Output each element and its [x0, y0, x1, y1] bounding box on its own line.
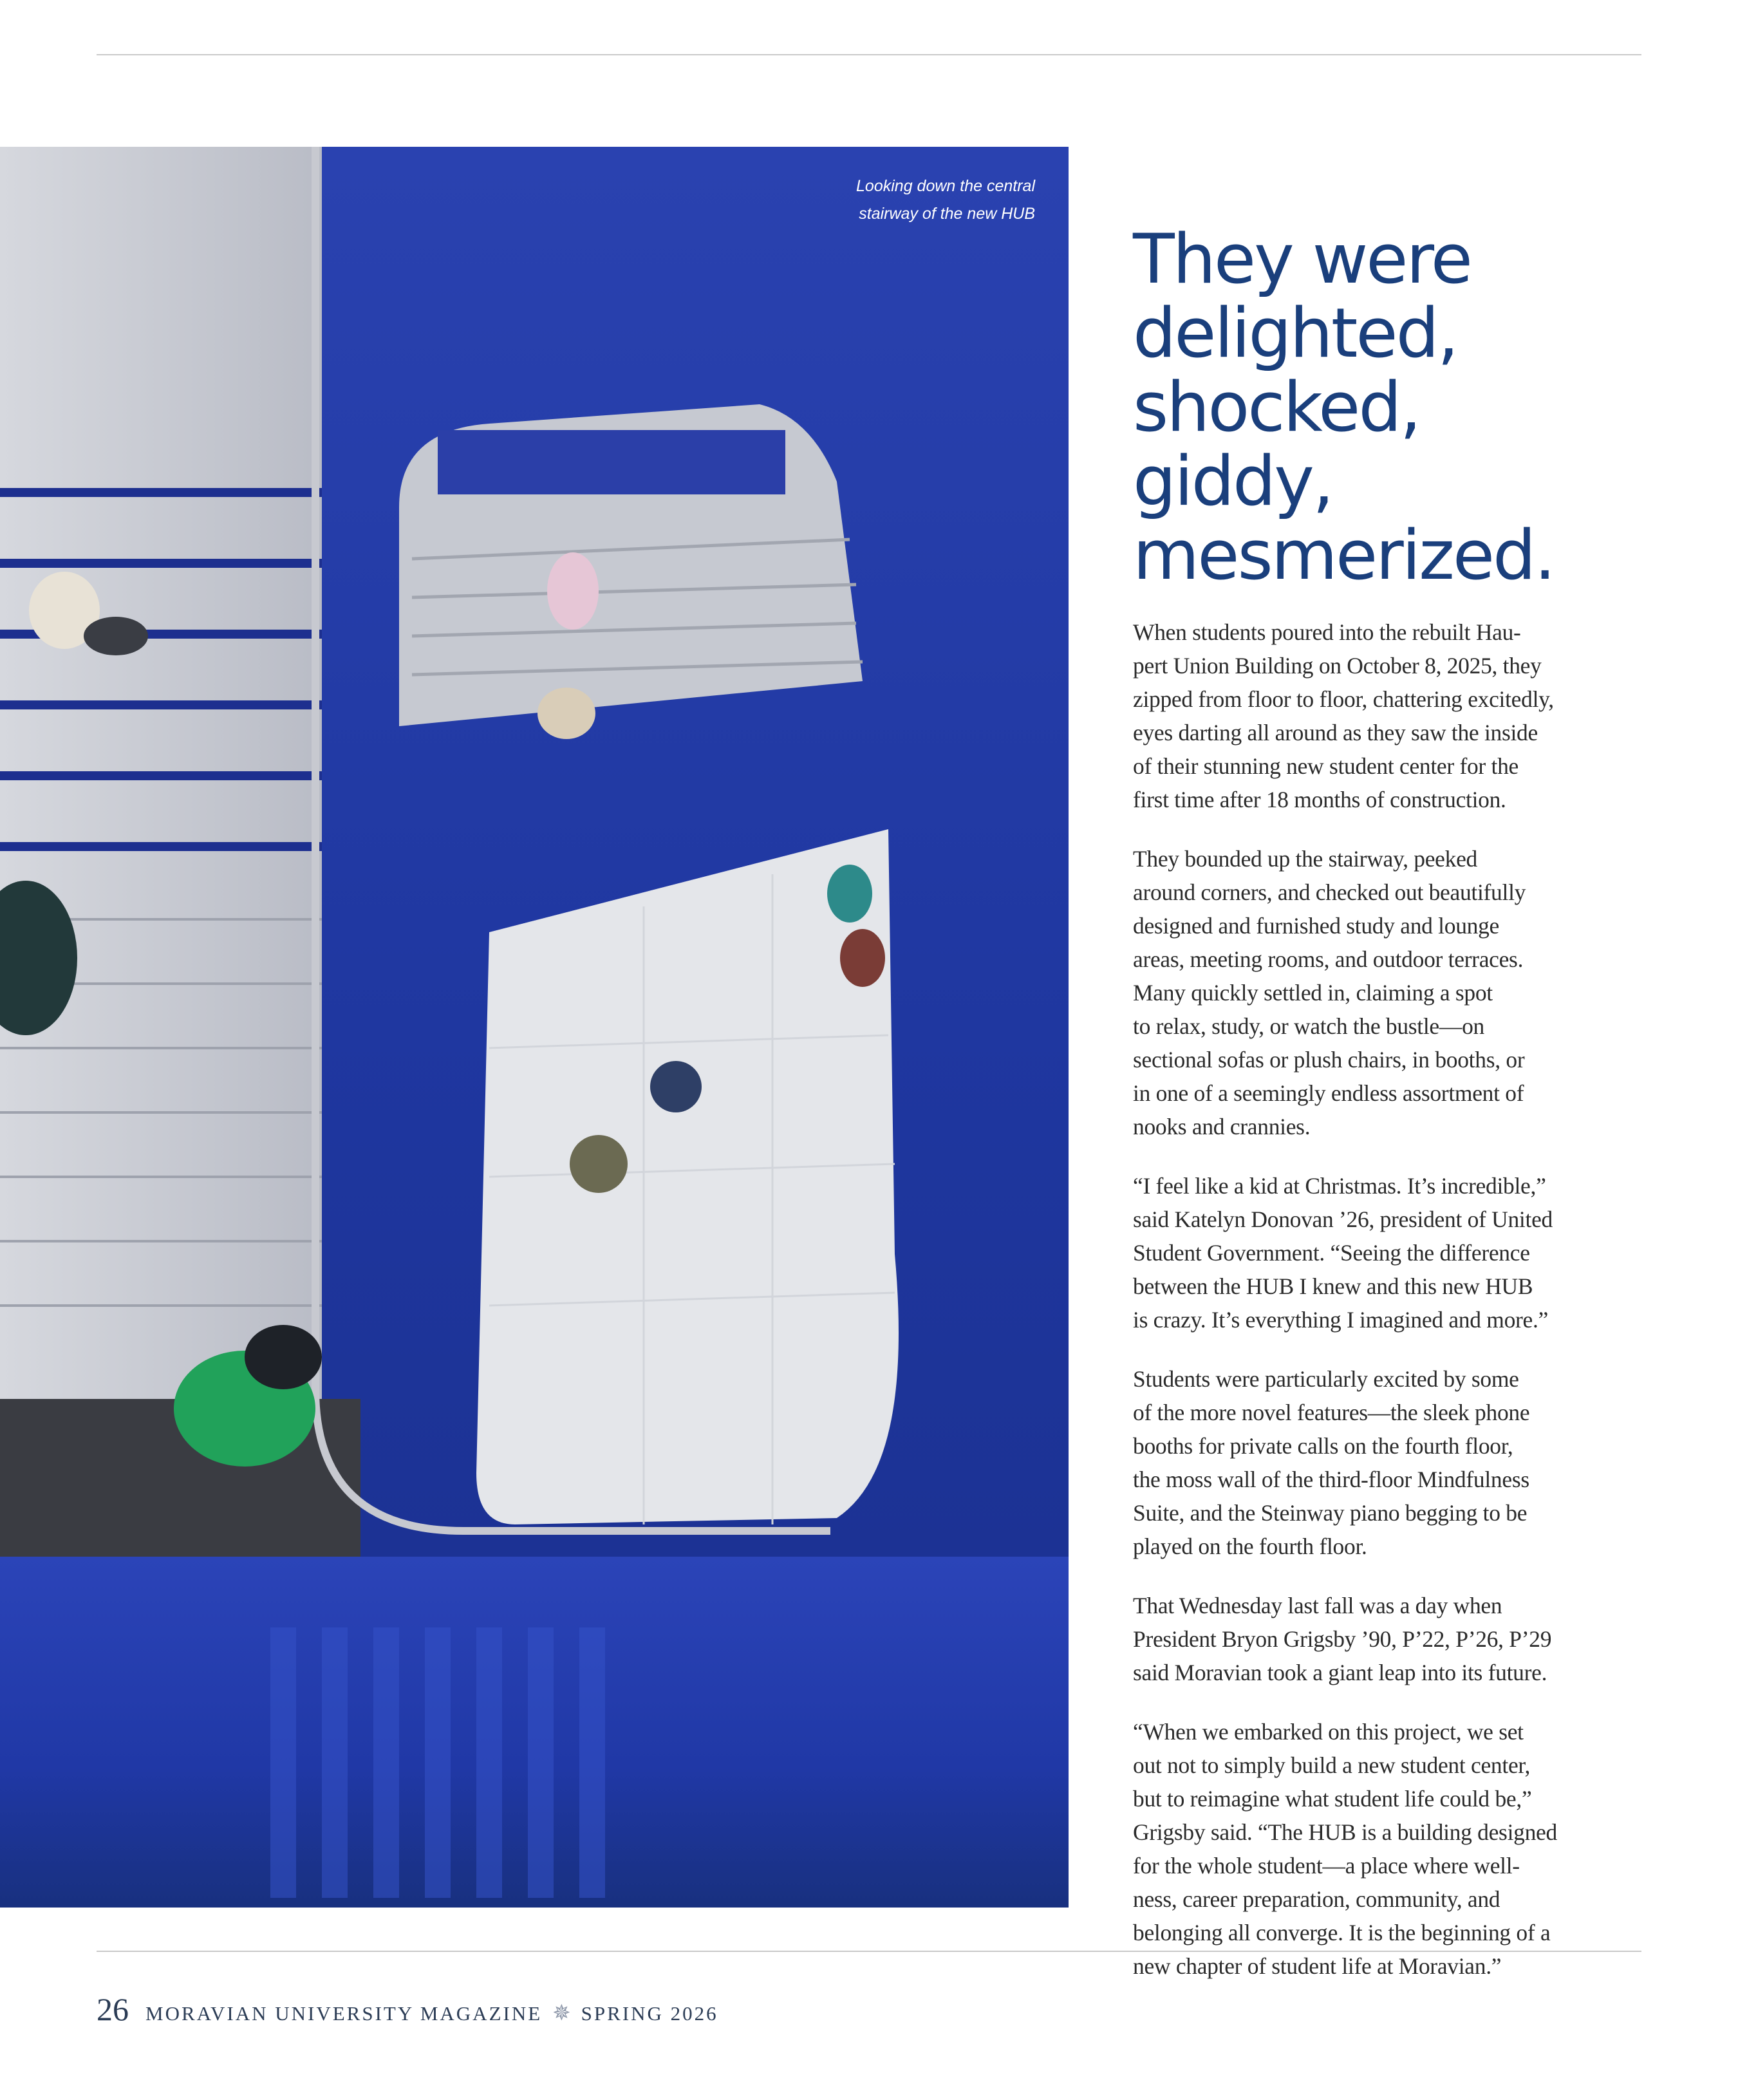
text-line: designed and furnished study and lounge — [1133, 913, 1500, 939]
text-line: Student Government. “Seeing the difference — [1133, 1240, 1530, 1266]
text-line: of their stunning new student center for the — [1133, 753, 1519, 779]
headline — [1133, 220, 1616, 595]
text-line: nooks and crannies. — [1133, 1114, 1311, 1139]
text-line: Grigsby said. “The HUB is a building designed — [1133, 1819, 1557, 1845]
text-line: eyes darting all around as they saw the inside — [1133, 720, 1538, 745]
text-line: around corners, and checked out beautifully — [1133, 879, 1526, 905]
photo-caption — [700, 173, 1035, 228]
text-line: to relax, study, or watch the bustle—on — [1133, 1013, 1484, 1039]
paragraph-features — [1133, 1362, 1616, 1563]
stairway-photo — [0, 147, 1069, 1908]
text-line: played on the fourth floor. — [1133, 1533, 1367, 1559]
text-line: They bounded up the stairway, peeked — [1133, 846, 1477, 872]
article-body — [1133, 222, 1616, 2009]
publication-name: MORAVIAN UNIVERSITY MAGAZINE — [145, 2002, 543, 2025]
text-line: President Bryon Grigsby ’90, P’22, P’26, P’29 — [1133, 1626, 1552, 1652]
caption-line-2: stairway of the new HUB — [859, 205, 1035, 223]
headline-line: delighted, — [1133, 294, 1457, 373]
text-line: sectional sofas or plush chairs, in booths, or — [1133, 1047, 1525, 1073]
text-line: said Moravian took a giant leap into its future. — [1133, 1660, 1547, 1685]
paragraph-arrival — [1133, 615, 1616, 816]
headline-line: mesmerized. — [1133, 516, 1555, 595]
text-line: the moss wall of the third-floor Mindfulness — [1133, 1467, 1529, 1492]
text-line: “I feel like a kid at Christmas. It’s incredible,” — [1133, 1173, 1546, 1199]
text-line: belonging all converge. It is the beginning of a — [1133, 1920, 1551, 1945]
headline-line: shocked, giddy, — [1133, 368, 1420, 521]
text-line: new chapter of student life at Moravian.” — [1133, 1953, 1502, 1979]
text-line: is crazy. It’s everything I imagined and more.” — [1133, 1307, 1549, 1333]
page-footer — [97, 1991, 718, 2028]
caption-line-1: Looking down the central — [856, 177, 1035, 195]
text-line: between the HUB I knew and this new HUB — [1133, 1273, 1533, 1299]
text-line: of the more novel features—the sleek phone — [1133, 1400, 1530, 1425]
text-line: first time after 18 months of construction. — [1133, 787, 1506, 812]
text-line: for the whole student—a place where well- — [1133, 1853, 1520, 1879]
text-line: in one of a seemingly endless assortment of — [1133, 1080, 1524, 1106]
text-line: booths for private calls on the fourth floor, — [1133, 1433, 1513, 1459]
headline-line: They were — [1133, 220, 1471, 299]
paragraph-quote-donovan — [1133, 1169, 1616, 1336]
text-line: but to reimagine what student life could be,” — [1133, 1786, 1532, 1812]
text-line: “When we embarked on this project, we set — [1133, 1719, 1524, 1745]
text-line: pert Union Building on October 8, 2025, they — [1133, 653, 1542, 679]
text-line: areas, meeting rooms, and outdoor terraces. — [1133, 946, 1524, 972]
page-number: 26 — [97, 1991, 129, 2027]
paragraph-exploring — [1133, 842, 1616, 1143]
paragraph-president — [1133, 1589, 1616, 1689]
text-line: That Wednesday last fall was a day when — [1133, 1593, 1502, 1618]
text-line: zipped from floor to floor, chattering excitedly, — [1133, 686, 1554, 712]
stairway-illustration — [0, 147, 1069, 1908]
text-line: Students were particularly excited by some — [1133, 1366, 1519, 1392]
text-line: said Katelyn Donovan ’26, president of United — [1133, 1206, 1553, 1232]
paragraph-quote-grigsby — [1133, 1715, 1616, 1983]
top-rule — [97, 54, 1641, 55]
text-line: When students poured into the rebuilt Hau- — [1133, 619, 1521, 645]
text-line: Suite, and the Steinway piano begging to be — [1133, 1500, 1528, 1526]
text-line: ness, career preparation, community, and — [1133, 1886, 1500, 1912]
issue-label: SPRING 2026 — [581, 2002, 718, 2025]
snowflake-star-icon: ✵ — [552, 2002, 571, 2025]
text-line: out not to simply build a new student center, — [1133, 1752, 1531, 1778]
bottom-rule — [97, 1951, 1641, 1952]
text-line: Many quickly settled in, claiming a spot — [1133, 980, 1493, 1006]
